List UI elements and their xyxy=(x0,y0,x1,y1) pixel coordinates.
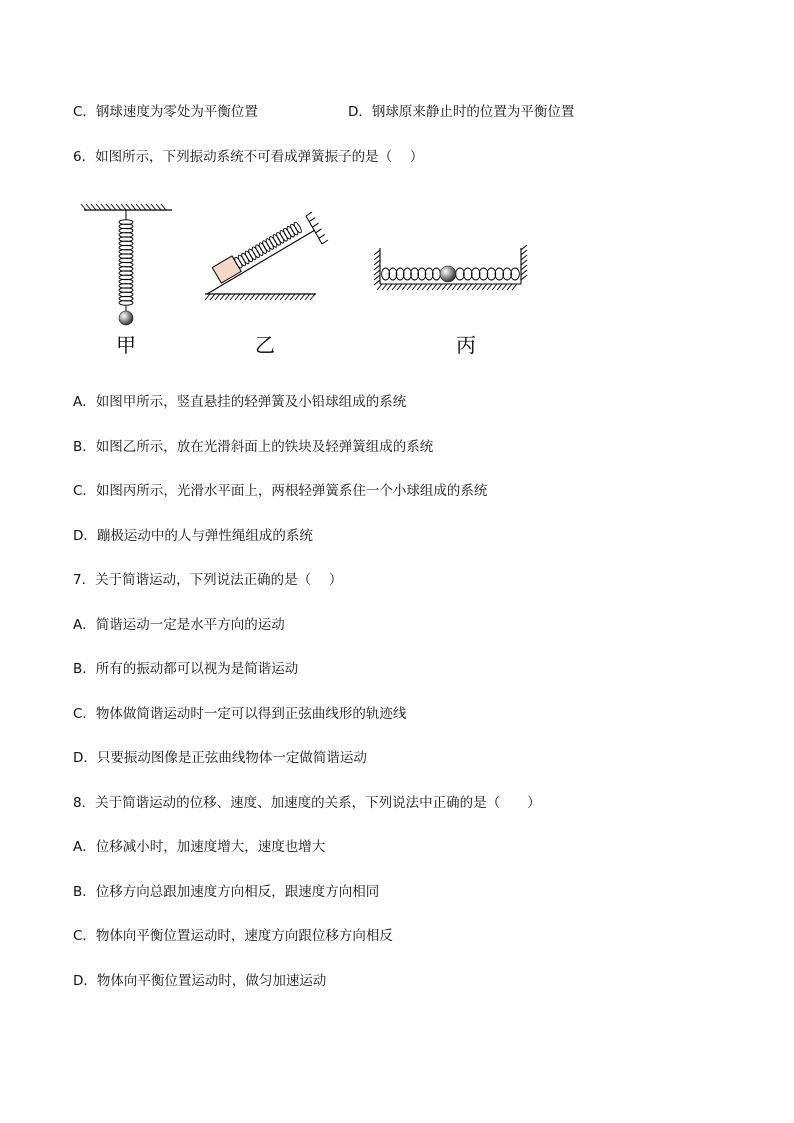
spring-oscillator-figure xyxy=(70,190,540,360)
figure-yi xyxy=(205,212,328,300)
q7-option-b: B．所有的振动都可以视为是简谐运动 xyxy=(73,661,299,677)
q7-option-d: D．只要振动图像是正弦曲线物体一定做简谐运动 xyxy=(73,750,367,766)
q7-option-a: A．简谐运动一定是水平方向的运动 xyxy=(73,617,285,633)
figure-bing xyxy=(374,245,527,290)
q5-option-c: C．钢球速度为零处为平衡位置 xyxy=(73,104,258,120)
figure-jia xyxy=(81,204,172,325)
q7-stem: 7．关于简谐运动，下列说法正确的是（ ） xyxy=(73,572,343,588)
q6-option-c: C．如图丙所示，光滑水平面上，两根轻弹簧系住一个小球组成的系统 xyxy=(73,483,488,499)
q8-option-d: D．物体向平衡位置运动时，做匀加速运动 xyxy=(73,973,327,989)
q5-option-d: D．钢球原来静止时的位置为平衡位置 xyxy=(348,104,575,120)
q6-option-d: D．蹦极运动中的人与弹性绳组成的系统 xyxy=(73,528,313,544)
q8-option-b: B．位移方向总跟加速度方向相反，跟速度方向相同 xyxy=(73,884,380,900)
q8-option-c: C．物体向平衡位置运动时，速度方向跟位移方向相反 xyxy=(73,928,393,944)
q6-option-a: A．如图甲所示，竖直悬挂的轻弹簧及小铅球组成的系统 xyxy=(73,394,407,410)
figure-label-yi: 乙 xyxy=(255,333,275,357)
q7-option-c: C．物体做简谐运动时一定可以得到正弦曲线形的轨迹线 xyxy=(73,706,407,722)
figure-label-jia: 甲 xyxy=(116,333,136,357)
q6-stem: 6．如图所示，下列振动系统不可看成弹簧振子的是（ ） xyxy=(73,149,424,165)
q8-option-a: A．位移减小时，加速度增大，速度也增大 xyxy=(73,839,326,855)
figure-label-bing: 丙 xyxy=(456,333,476,357)
q8-stem: 8．关于简谐运动的位移、速度、加速度的关系，下列说法中正确的是（ ） xyxy=(73,795,541,811)
q6-option-b: B．如图乙所示，放在光滑斜面上的铁块及轻弹簧组成的系统 xyxy=(73,439,434,455)
